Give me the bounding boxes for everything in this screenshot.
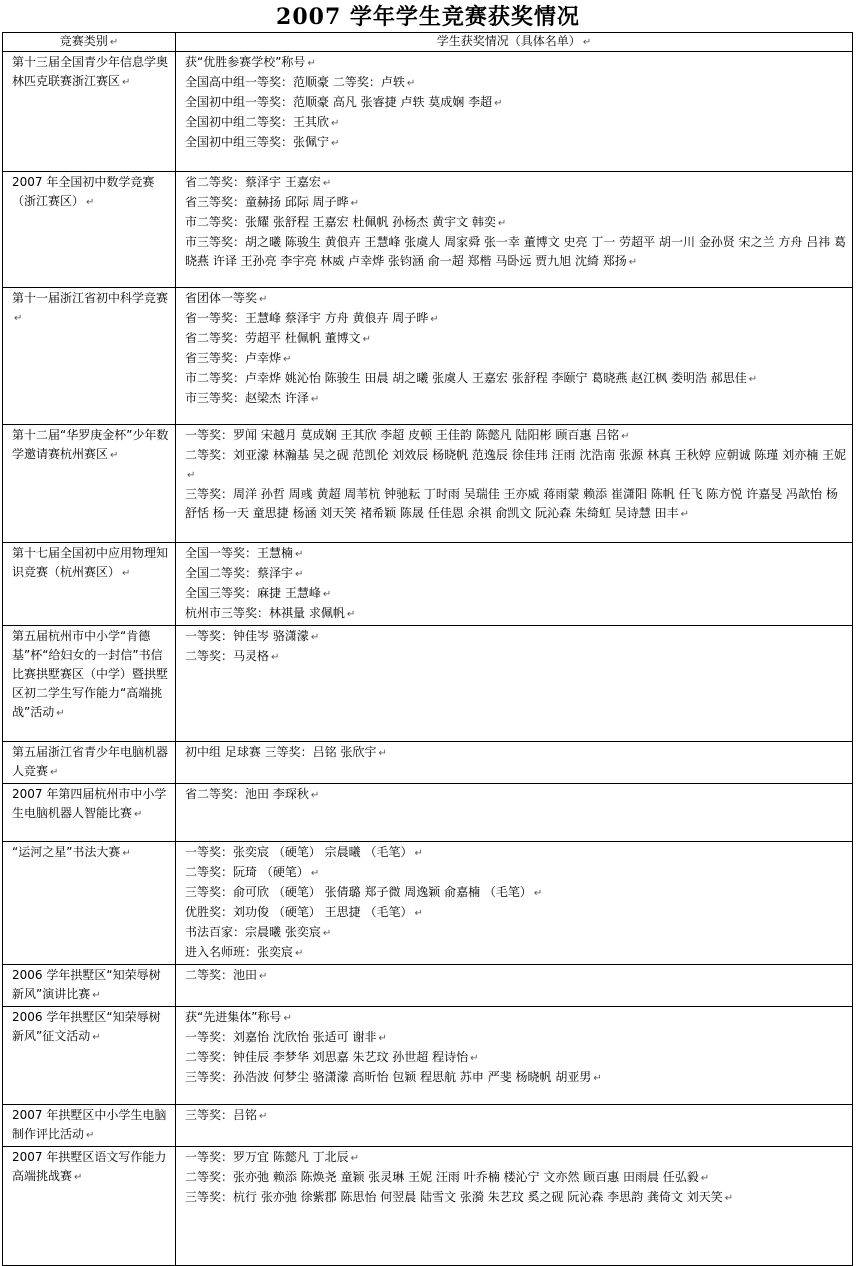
award-line: 全国高中组一等奖：范顺豪 二等奖：卢轶 ↵: [185, 75, 416, 89]
table-row: [3, 784, 853, 842]
table-row: [3, 52, 853, 172]
award-line: 获“优胜参赛学校”称号 ↵: [185, 55, 316, 69]
award-line: 二等奖：马灵格 ↵: [185, 649, 280, 663]
category-cell: 第五届杭州市中小学“肯德基”杯“给妇女的一封信”书信比赛拱墅赛区（中学）暨拱墅区初二学生写作能力“高端挑战”活动 ↵: [3, 626, 176, 742]
category-text: 第十三届全国青少年信息学奥林匹克联赛浙江赛区: [12, 55, 169, 88]
table-row: [3, 626, 853, 742]
award-line: 省三等奖：童赫扬 邱际 周子晔 ↵: [185, 195, 360, 209]
award-line: 优胜奖：刘功俊 （硬笔） 王思捷 （毛笔） ↵: [185, 905, 423, 919]
table-row: [3, 288, 853, 425]
header-details: 学生获奖情况（具体名单） ↵: [176, 33, 853, 52]
award-line: 全国初中组二等奖：王其欣 ↵: [185, 115, 340, 129]
awards-cell: [176, 1105, 853, 1147]
award-line: 一等奖：刘嘉怡 沈欣怡 张适可 谢非 ↵: [185, 1030, 387, 1044]
awards-cell: [176, 965, 853, 1007]
awards-cell: [176, 742, 853, 784]
awards-table: [2, 32, 853, 1266]
award-line: 进入名师班：张奕宸 ↵: [185, 945, 304, 959]
award-line: 省二等奖：蔡泽宇 王嘉宏 ↵: [185, 175, 332, 189]
award-line: 一等奖：钟佳岑 骆潇濛 ↵: [185, 629, 320, 643]
category-text: 2007 年拱墅区中小学生电脑制作评比活动: [12, 1108, 167, 1141]
category-cell: 2007 年第四届杭州市中小学生电脑机器人智能比赛 ↵: [3, 784, 176, 842]
award-line: 省二等奖：池田 李琛秋 ↵: [185, 787, 320, 801]
awards-cell: [176, 543, 853, 626]
award-line: 一等奖：罗万宜 陈懿凡 丁北辰 ↵: [185, 1150, 360, 1164]
award-line: 省二等奖：劳超平 杜佩帆 董博文 ↵: [185, 331, 372, 345]
table-row: [3, 1105, 853, 1147]
category-text: 2007 年第四届杭州市中小学生电脑机器人智能比赛: [12, 787, 167, 820]
category-cell: 第十三届全国青少年信息学奥林匹克联赛浙江赛区 ↵: [3, 52, 176, 172]
category-text: 第五届杭州市中小学“肯德基”杯“给妇女的一封信”书信比赛拱墅赛区（中学）暨拱墅区初二学生写作能力“高端挑战”活动: [12, 629, 169, 719]
category-text: 第十七届全国初中应用物理知识竞赛（杭州赛区）: [12, 546, 169, 579]
award-line: 三等奖：吕铭 ↵: [185, 1108, 268, 1122]
category-text: 2006 学年拱墅区“知荣辱树新风”征文活动: [12, 1010, 161, 1043]
award-line: 三等奖：周洋 孙哲 周彧 黄超 周苇杭 钟驰耘 丁时雨 吴瑞佳 王亦威 蒋雨蒙 赖添 崔潇阳 陈帆 任飞 陈方悦 许嘉旻 冯歆怡 杨舒恬 杨一天 童思捷 杨涵 刘天笑 褚希颖 陈晟 任佳恩 余祺 俞凯文 阮沁森 朱绮虹 吴诗慧 田丰 ↵: [185, 487, 838, 520]
award-line: 二等奖：刘亚濛 林瀚基 吴之砚 范凯伦 刘效辰 杨晓帆 范逸辰 徐佳玮 汪雨 沈浩南 张源 林真 王秋婷 应朝诚 陈瑾 刘亦楠 王妮↵: [185, 448, 847, 481]
award-line: 市三等奖：赵梁杰 许泽 ↵: [185, 391, 320, 405]
award-line: 三等奖：俞可欣 （硬笔） 张倩璐 郑子微 周逸颖 俞嘉楠 （毛笔） ↵: [185, 885, 543, 899]
category-text: “运河之星”书法大赛: [12, 845, 121, 859]
awards-cell: [176, 425, 853, 543]
award-line: 市二等奖：卢幸烨 姚沁怡 陈骏生 田晨 胡之曦 张虞人 王嘉宏 张舒程 李颐宁 葛晓燕 赵江枫 娄明浩 郝思佳 ↵: [185, 371, 758, 385]
award-line: 市三等奖：胡之曦 陈骏生 黄俍卉 王慧峰 张虞人 周家舜 张一幸 董博文 史亮 丁一 劳超平 胡一川 金孙贤 宋之兰 方舟 吕祎 葛晓燕 许译 王孙亮 李宇亮 林威 卢幸烨 张钧涵 俞一超 郑楷 马卧远 贾九旭 沈綺 郑扬 ↵: [185, 235, 847, 268]
award-line: 一等奖：罗闻 宋越月 莫成娴 王其欣 李超 皮顿 王佳韵 陈懿凡 陆阳彬 顾百惠 吕铭 ↵: [185, 428, 630, 442]
table-row: [3, 1147, 853, 1266]
award-line: 全国二等奖：蔡泽宇 ↵: [185, 566, 304, 580]
header-category: 竞赛类别 ↵: [3, 33, 176, 52]
award-line: 省一等奖：王慧峰 蔡泽宇 方舟 黄俍卉 周子晔 ↵: [185, 311, 439, 325]
table-row: [3, 842, 853, 965]
awards-cell: [176, 1147, 853, 1266]
awards-cell: [176, 1007, 853, 1105]
awards-cell: [176, 172, 853, 288]
category-cell: “运河之星”书法大赛 ↵: [3, 842, 176, 965]
award-line: 一等奖：张奕宸 （硬笔） 宗晨曦 （毛笔） ↵: [185, 845, 423, 859]
category-cell: 第十二届“华罗庚金杯”少年数学邀请赛杭州赛区 ↵: [3, 425, 176, 543]
award-line: 二等奖：钟佳辰 李梦华 刘思嘉 朱艺玟 孙世超 程诗怡 ↵: [185, 1050, 479, 1064]
category-cell: 2006 学年拱墅区“知荣辱树新风”征文活动 ↵: [3, 1007, 176, 1105]
awards-cell: [176, 784, 853, 842]
table-row: [3, 1007, 853, 1105]
category-text: 2007 年拱墅区语文写作能力高端挑战赛: [12, 1150, 167, 1183]
award-line: 全国三等奖：麻捷 王慧峰 ↵: [185, 586, 332, 600]
award-line: 三等奖：孙浩波 何梦尘 骆潇濛 高昕怡 包颖 程思航 苏申 严斐 杨晓帆 胡亚男 ↵: [185, 1070, 602, 1084]
award-line: 二等奖：阮琦 （硬笔） ↵: [185, 865, 320, 879]
table-row: [3, 543, 853, 626]
awards-cell: [176, 288, 853, 425]
award-line: 市二等奖：张耀 张舒程 王嘉宏 杜佩帆 孙杨杰 黄宇文 韩奕 ↵: [185, 215, 507, 229]
table-row: [3, 425, 853, 543]
award-line: 三等奖：杭行 张亦弛 徐紫郡 陈思怡 何翌晨 陆雪文 张漪 朱艺玟 奚之砚 阮沁森 李思韵 龚倚文 刘天笑 ↵: [185, 1190, 734, 1204]
category-cell: 2007 年全国初中数学竞赛（浙江赛区） ↵: [3, 172, 176, 288]
award-line: 二等奖：池田 ↵: [185, 968, 268, 982]
category-cell: 第五届浙江省青少年电脑机器人竞赛 ↵: [3, 742, 176, 784]
table-row: [3, 965, 853, 1007]
award-line: 省三等奖：卢幸烨 ↵: [185, 351, 292, 365]
award-line: 省团体一等奖 ↵: [185, 291, 268, 305]
table-row: [3, 172, 853, 288]
category-cell: 2007 年拱墅区语文写作能力高端挑战赛 ↵: [3, 1147, 176, 1266]
category-text: 2007 年全国初中数学竞赛（浙江赛区）: [12, 175, 155, 208]
category-cell: 第十一届浙江省初中科学竞赛↵: [3, 288, 176, 425]
category-text: 2006 学年拱墅区“知荣辱树新风”演讲比赛: [12, 968, 161, 1001]
header-row: [3, 33, 853, 52]
category-cell: 2006 学年拱墅区“知荣辱树新风”演讲比赛 ↵: [3, 965, 176, 1007]
award-line: 书法百家：宗晨曦 张奕宸 ↵: [185, 925, 332, 939]
award-line: 初中组 足球赛 三等奖：吕铭 张欣宇 ↵: [185, 745, 387, 759]
awards-cell: [176, 842, 853, 965]
document-title: 2007 学年学生竞赛获奖情况: [276, 4, 580, 30]
award-line: 全国初中组三等奖：张佩宁 ↵: [185, 135, 340, 149]
award-line: 二等奖：张亦弛 赖添 陈焕尧 童颖 张灵琳 王妮 汪雨 叶乔楠 楼沁宁 文亦然 顾百惠 田雨晨 任弘毅 ↵: [185, 1170, 710, 1184]
award-line: 全国一等奖：王慧楠 ↵: [185, 546, 304, 560]
category-cell: 第十七届全国初中应用物理知识竞赛（杭州赛区） ↵: [3, 543, 176, 626]
table-row: [3, 742, 853, 784]
award-line: 获“先进集体”称号 ↵: [185, 1010, 292, 1024]
category-cell: 2007 年拱墅区中小学生电脑制作评比活动 ↵: [3, 1105, 176, 1147]
category-text: 第十一届浙江省初中科学竞赛: [12, 291, 169, 305]
category-text: 第五届浙江省青少年电脑机器人竞赛: [12, 745, 169, 778]
awards-cell: [176, 626, 853, 742]
award-line: 杭州市三等奖：林祺量 求佩帆 ↵: [185, 606, 356, 620]
category-text: 第十二届“华罗庚金杯”少年数学邀请赛杭州赛区: [12, 428, 169, 461]
award-line: 全国初中组一等奖：范顺豪 高凡 张睿捷 卢轶 莫成娴 李超 ↵: [185, 95, 503, 109]
awards-cell: [176, 52, 853, 172]
